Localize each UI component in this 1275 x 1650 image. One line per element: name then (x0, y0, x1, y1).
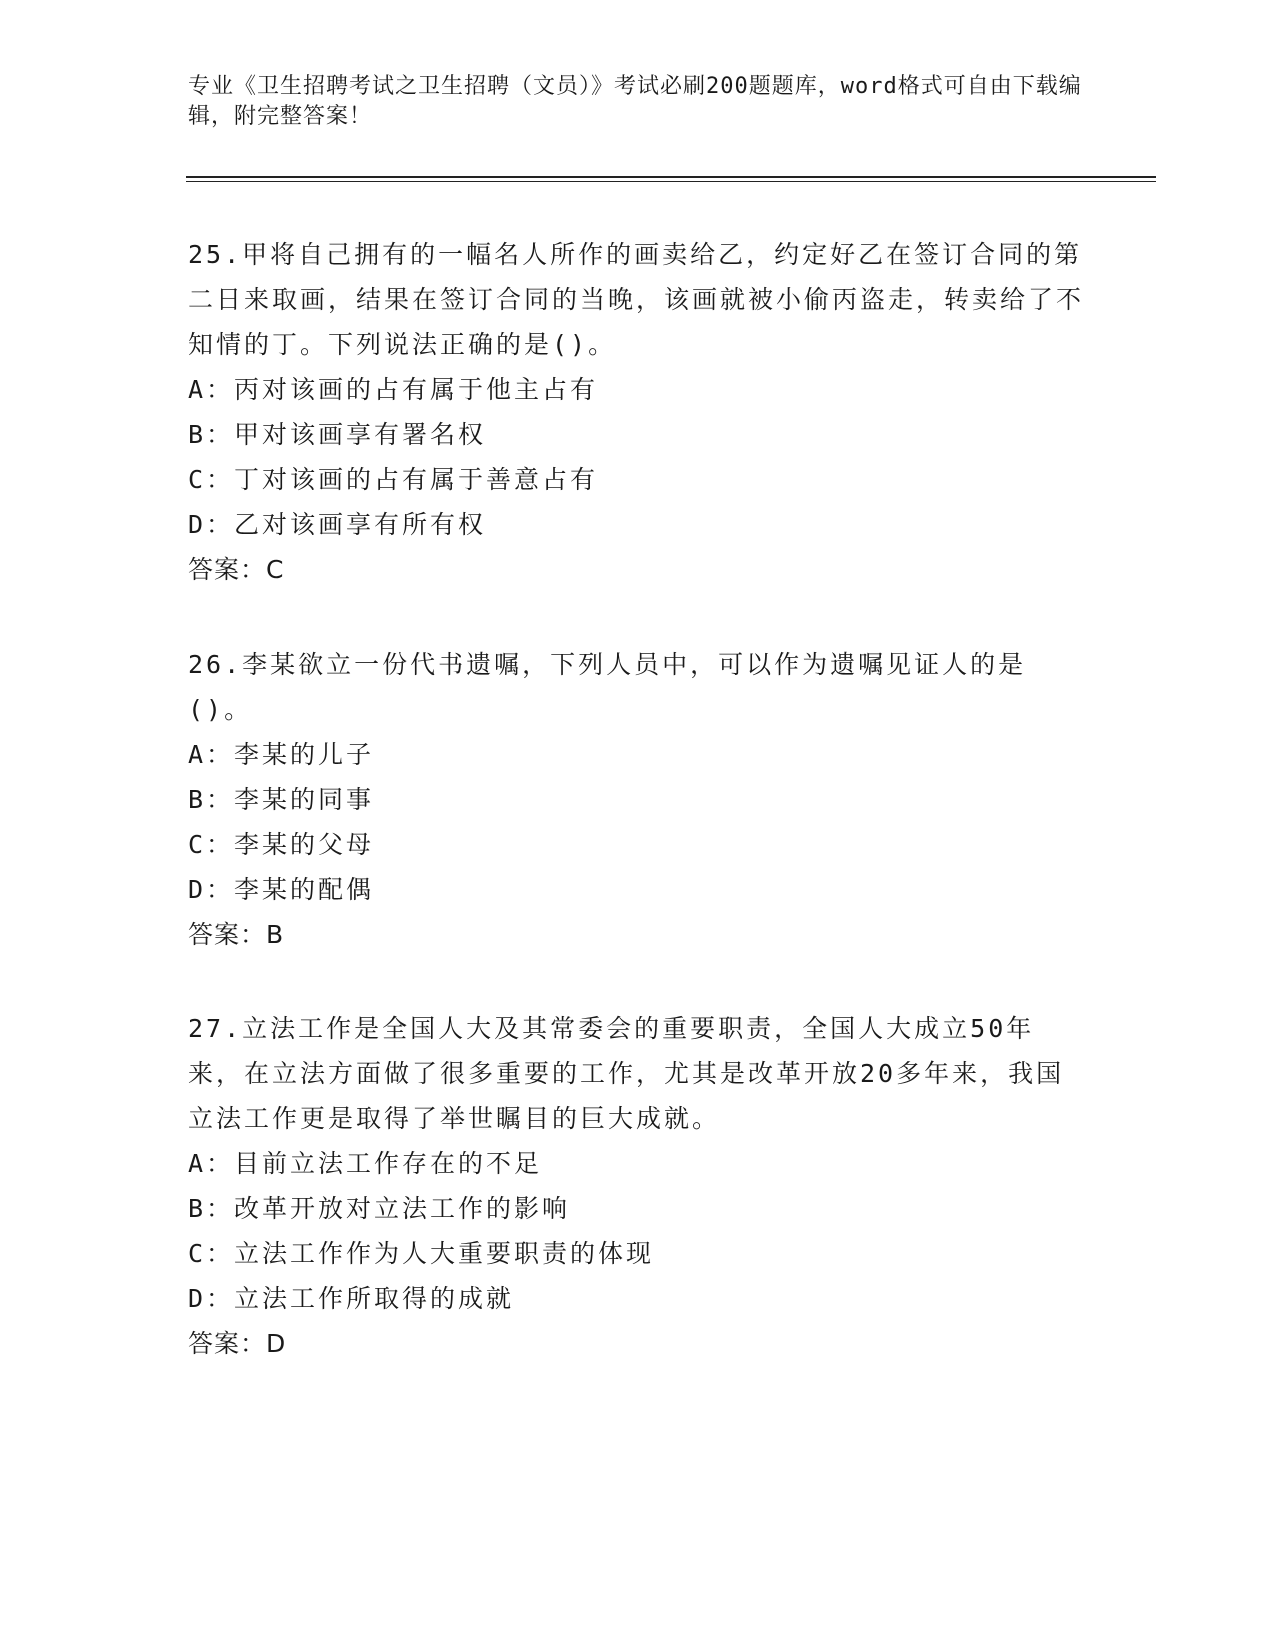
answer-line: 答案：C (188, 555, 285, 584)
answer-line: 答案：D (188, 1329, 287, 1358)
option-d: D：李某的配偶 (188, 875, 375, 904)
answer-line: 答案：B (188, 920, 285, 949)
question-stem: 25.甲将自己拥有的一幅名人所作的画卖给乙，约定好乙在签订合同的第二日来取画，结果在签订合同的当晚，该画就被小偷丙盗走，转卖给了不知情的丁。下列说法正确的是()。 (188, 240, 1085, 359)
question-25 (188, 232, 1088, 592)
option-b: B：李某的同事 (188, 785, 375, 814)
option-b: B：甲对该画享有署名权 (188, 420, 487, 449)
question-stem: 27.立法工作是全国人大及其常委会的重要职责，全国人大成立50年来，在立法方面做了很多重要的工作，尤其是改革开放20多年来，我国立法工作更是取得了举世瞩目的巨大成就。 (188, 1014, 1065, 1133)
question-27 (188, 1006, 1088, 1366)
option-c: C：丁对该画的占有属于善意占有 (188, 465, 599, 494)
option-a: A：丙对该画的占有属于他主占有 (188, 375, 599, 404)
option-b: B：改革开放对立法工作的影响 (188, 1194, 571, 1223)
option-c: C：立法工作作为人大重要职责的体现 (188, 1239, 655, 1268)
option-a: A：目前立法工作存在的不足 (188, 1149, 543, 1178)
question-26 (188, 642, 1088, 957)
header-divider-thick (186, 176, 1156, 178)
option-a: A：李某的儿子 (188, 740, 375, 769)
question-stem: 26.李某欲立一份代书遗嘱，下列人员中，可以作为遗嘱见证人的是()。 (188, 650, 1027, 724)
option-d: D：乙对该画享有所有权 (188, 510, 487, 539)
document-header: 专业《卫生招聘考试之卫生招聘（文员）》考试必刷200题题库，word格式可自由下载编辑，附完整答案！ (188, 74, 1082, 129)
option-d: D：立法工作所取得的成就 (188, 1284, 515, 1313)
option-c: C：李某的父母 (188, 830, 375, 859)
header-divider-thin (186, 181, 1156, 182)
